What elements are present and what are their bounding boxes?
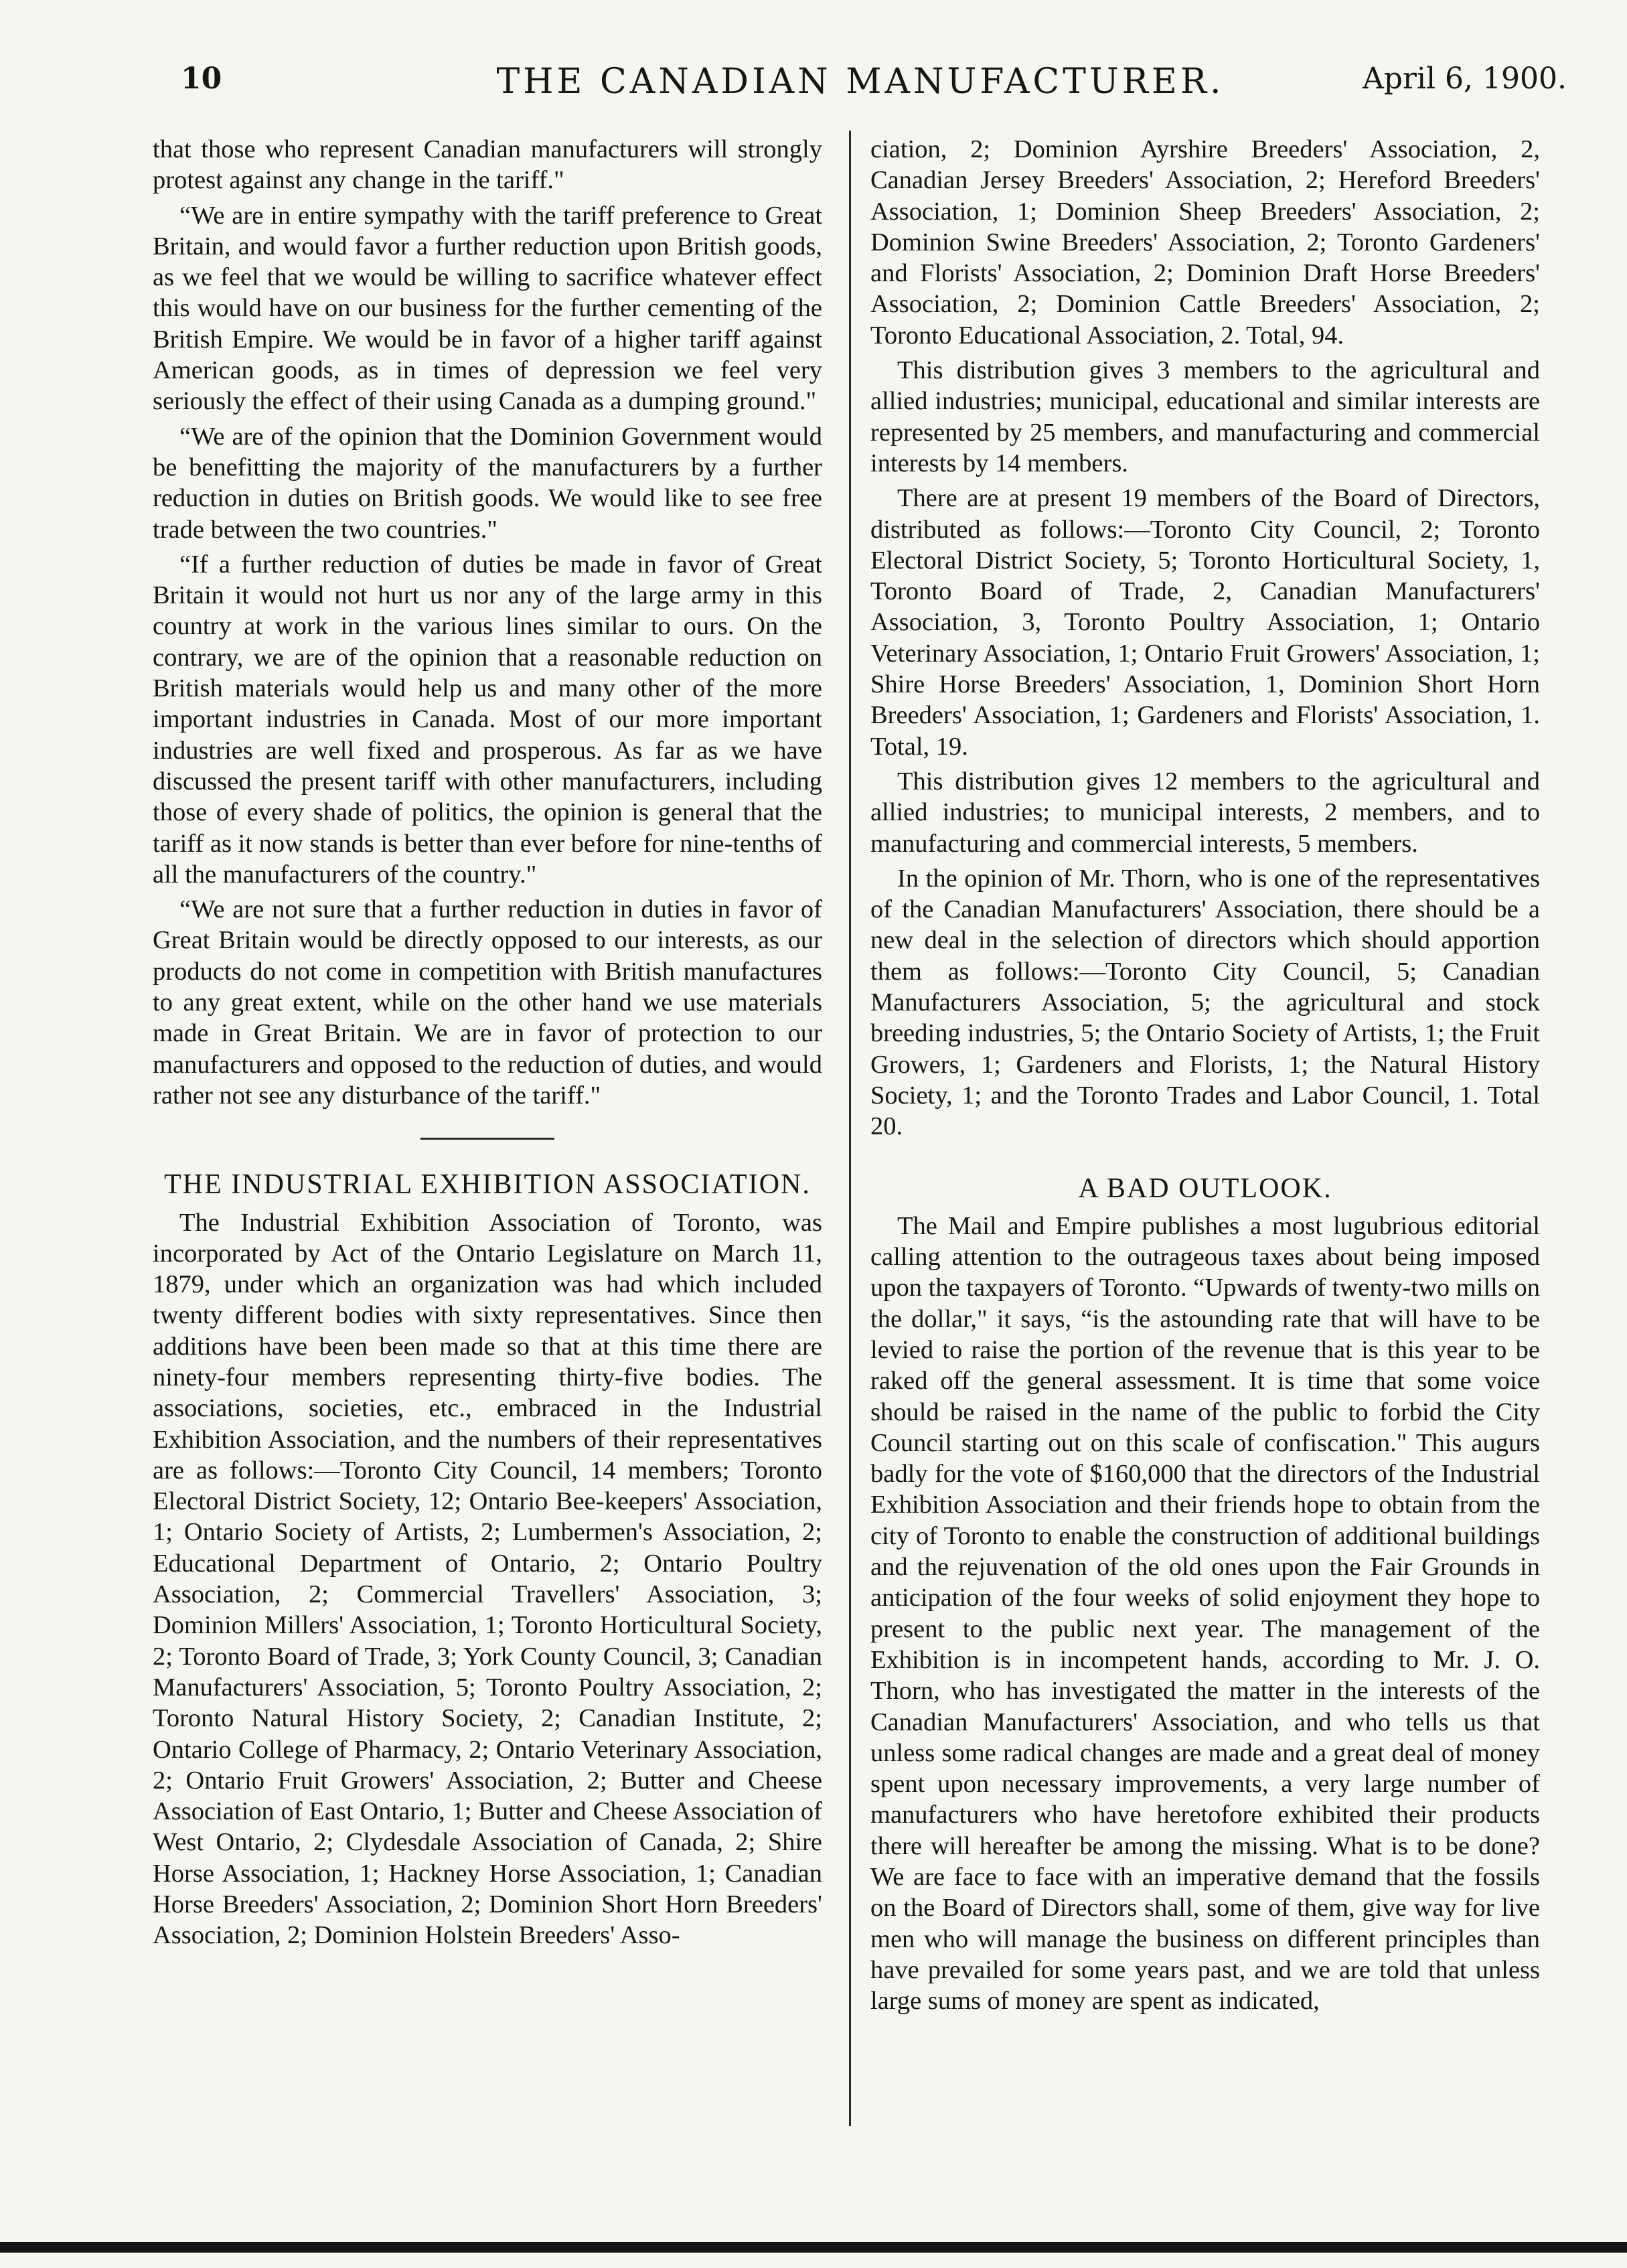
paragraph: This distribution gives 12 members to the agricultural and allied industries; to municipal interests, 2 members, and to manufacturing and commercial interests, 5 members.: [870, 767, 1540, 858]
left-column: [153, 134, 822, 1955]
paragraph: that those who represent Canadian manufacturers will strongly protest against any change in the tariff.": [153, 135, 822, 195]
issue-date: April 6, 1900.: [1362, 62, 1567, 96]
paragraph: This distribution gives 3 members to the agricultural and allied industries; municipal, educational and similar interests are represented by 25 members, and manufacturing and commercial interests by 14 members.: [870, 356, 1540, 477]
paragraph: In the opinion of Mr. Thorn, who is one of the representatives of the Canadian Manufacturers' Association, there should be a new deal in the selection of directors which should apportion them as follows:—Toronto City Council, 5; Canadian Manufacturers Association, 5; the agricultural and stock breeding industries, 5; the Ontario Society of Artists, 1; the Fruit Growers, 1; Gardeners and Florists, 1; the Natural History Society, 1; and the Toronto Trades and Labor Council, 1. Total 20.: [870, 864, 1540, 1141]
paragraph: “We are not sure that a further reduction in duties in favor of Great Britain would be directly opposed to our interests, as our products do not come in competition with British manufactures to any great extent, while on the other hand we use materials made in Great Britain. We are in favor of protection to our manufacturers and opposed to the reduction of duties, and would rather not see any disturbance of the tariff.": [153, 895, 822, 1110]
page-bottom-border: [0, 2242, 1627, 2253]
paragraph: ciation, 2; Dominion Ayrshire Breeders' Association, 2, Canadian Jersey Breeders' Association, 2; Hereford Breeders' Association, 1; Dominion Sheep Breeders' Association, 2; Dominion Swine Breeders' Association, 2; Toronto Gardeners' and Florists' Association, 2; Dominion Draft Horse Breeders' Association, 2; Dominion Cattle Breeders' Association, 2; Toronto Educational Association, 2. Total, 94.: [870, 135, 1540, 350]
publication-title: THE CANADIAN MANUFACTURER.: [496, 62, 1225, 102]
paragraph: There are at present 19 members of the Board of Directors, distributed as follows:—Toronto City Council, 2; Toronto Electoral District Society, 5; Toronto Horticultural Society, 1, Toronto Board of Trade, 2, Canadian Manufacturers' Association, 3, Toronto Poultry Association, 1; Ontario Veterinary Association, 1; Ontario Fruit Growers' Association, 1; Shire Horse Breeders' Association, 1, Dominion Short Horn Breeders' Association, 1; Gardeners and Florists' Association, 1. Total, 19.: [870, 484, 1540, 761]
right-column: [870, 134, 1540, 2021]
page-number: 10: [181, 62, 222, 96]
article-body: The Industrial Exhibition Association of Toronto, was incorporated by Act of the Ontario Legislature on March 11, 1879, under which an organization was had which included twenty different bodies with sixty representatives. Since then additions have been been made so that at this time there are ninety-four members representing thirty-five bodies. The associations, societies, etc., embraced in the Industrial Exhibition Association, and the numbers of their representatives are as follows:—Toronto City Council, 14 members; Toronto Electoral District Society, 12; Ontario Bee-keepers' Association, 1; Ontario Society of Artists, 2; Lumbermen's Association, 2; Educational Department of Ontario, 2; Ontario Poultry Association, 2; Commercial Travellers' Association, 3; Dominion Millers' Association, 1; Toronto Horticultural Society, 2; Toronto Board of Trade, 3; York County Council, 3; Canadian Manufacturers' Association, 5; Toronto Poultry Association, 2; Toronto Natural History Society, 2; Canadian Institute, 2; Ontario College of Pharmacy, 2; Ontario Veterinary Association, 2; Ontario Fruit Growers' Association, 2; Butter and Cheese Association of East Ontario, 1; Butter and Cheese Association of West Ontario, 2; Clydesdale Association of Canada, 2; Shire Horse Association, 1; Hackney Horse Association, 1; Canadian Horse Breeders' Association, 2; Dominion Short Horn Breeders' Association, 2; Dominion Holstein Breeders' Asso-: [153, 1208, 822, 1950]
paragraph: “We are of the opinion that the Dominion Government would be benefitting the majority of the manufacturers by a further reduction in duties on British goods. We would like to see free trade between the two countries.": [153, 422, 822, 544]
article-heading: A BAD OUTLOOK.: [1078, 1173, 1332, 1204]
article-heading: THE INDUSTRIAL EXHIBITION ASSOCIATION.: [164, 1169, 811, 1201]
paragraph: “We are in entire sympathy with the tariff preference to Great Britain, and would favor a further reduction upon British goods, as we feel that we would be willing to sacrifice whatever effect this would have on our business for the further cementing of the British Empire. We would be in favor of a higher tariff against American goods, as in times of depression we feel very seriously the effect of their using Canada as a dumping ground.": [153, 201, 822, 416]
page-header: [154, 62, 1567, 115]
section-divider: [420, 1138, 554, 1140]
article-body: The Mail and Empire publishes a most lugubrious editorial calling attention to the outrageous taxes about being imposed upon the taxpayers of Toronto. “Upwards of twenty-two mills on the dollar," it says, “is the astounding rate that will have to be levied to raise the portion of the revenue that is this year to be raked off the general assessment. It is time that some voice should be raised in the name of the public to forbid the City Council starting out on this scale of confiscation." This augurs badly for the vote of $160,000 that the directors of the Industrial Exhibition Association and their friends hope to obtain from the city of Toronto to enable the construction of additional buildings and the rejuvenation of the old ones upon the Fair Grounds in anticipation of the four weeks of solid enjoyment they hope to present to the public next year. The management of the Exhibition is in incompetent hands, according to Mr. J. O. Thorn, who has investigated the matter in the interests of the Canadian Manufacturers' Association, and who tells us that unless some radical changes are made and a great deal of money spent upon necessary improvements, a very large number of manufacturers who have heretofore exhibited their products there will hereafter be among the missing. What is to be done? We are face to face with an imperative demand that the fossils on the Board of Directors shall, some of them, give way for live men who will manage the business on different principles than have prevailed for some years past, and we are told that unless large sums of money are spent as indicated,: [870, 1211, 1540, 2016]
paragraph: “If a further reduction of duties be made in favor of Great Britain it would not hurt us nor any of the large army in this country at work in the various lines similar to ours. On the contrary, we are of the opinion that a reasonable reduction on British materials would help us and many other of the more important industries in Canada. Most of our more important industries are well fixed and prosperous. As far as we have discussed the present tariff with other manufacturers, including those of every shade of politics, the opinion is general that the tariff as it now stands is better than ever before for nine-tenths of all the manufacturers of the country.": [153, 550, 822, 889]
column-rule: [849, 131, 851, 2126]
